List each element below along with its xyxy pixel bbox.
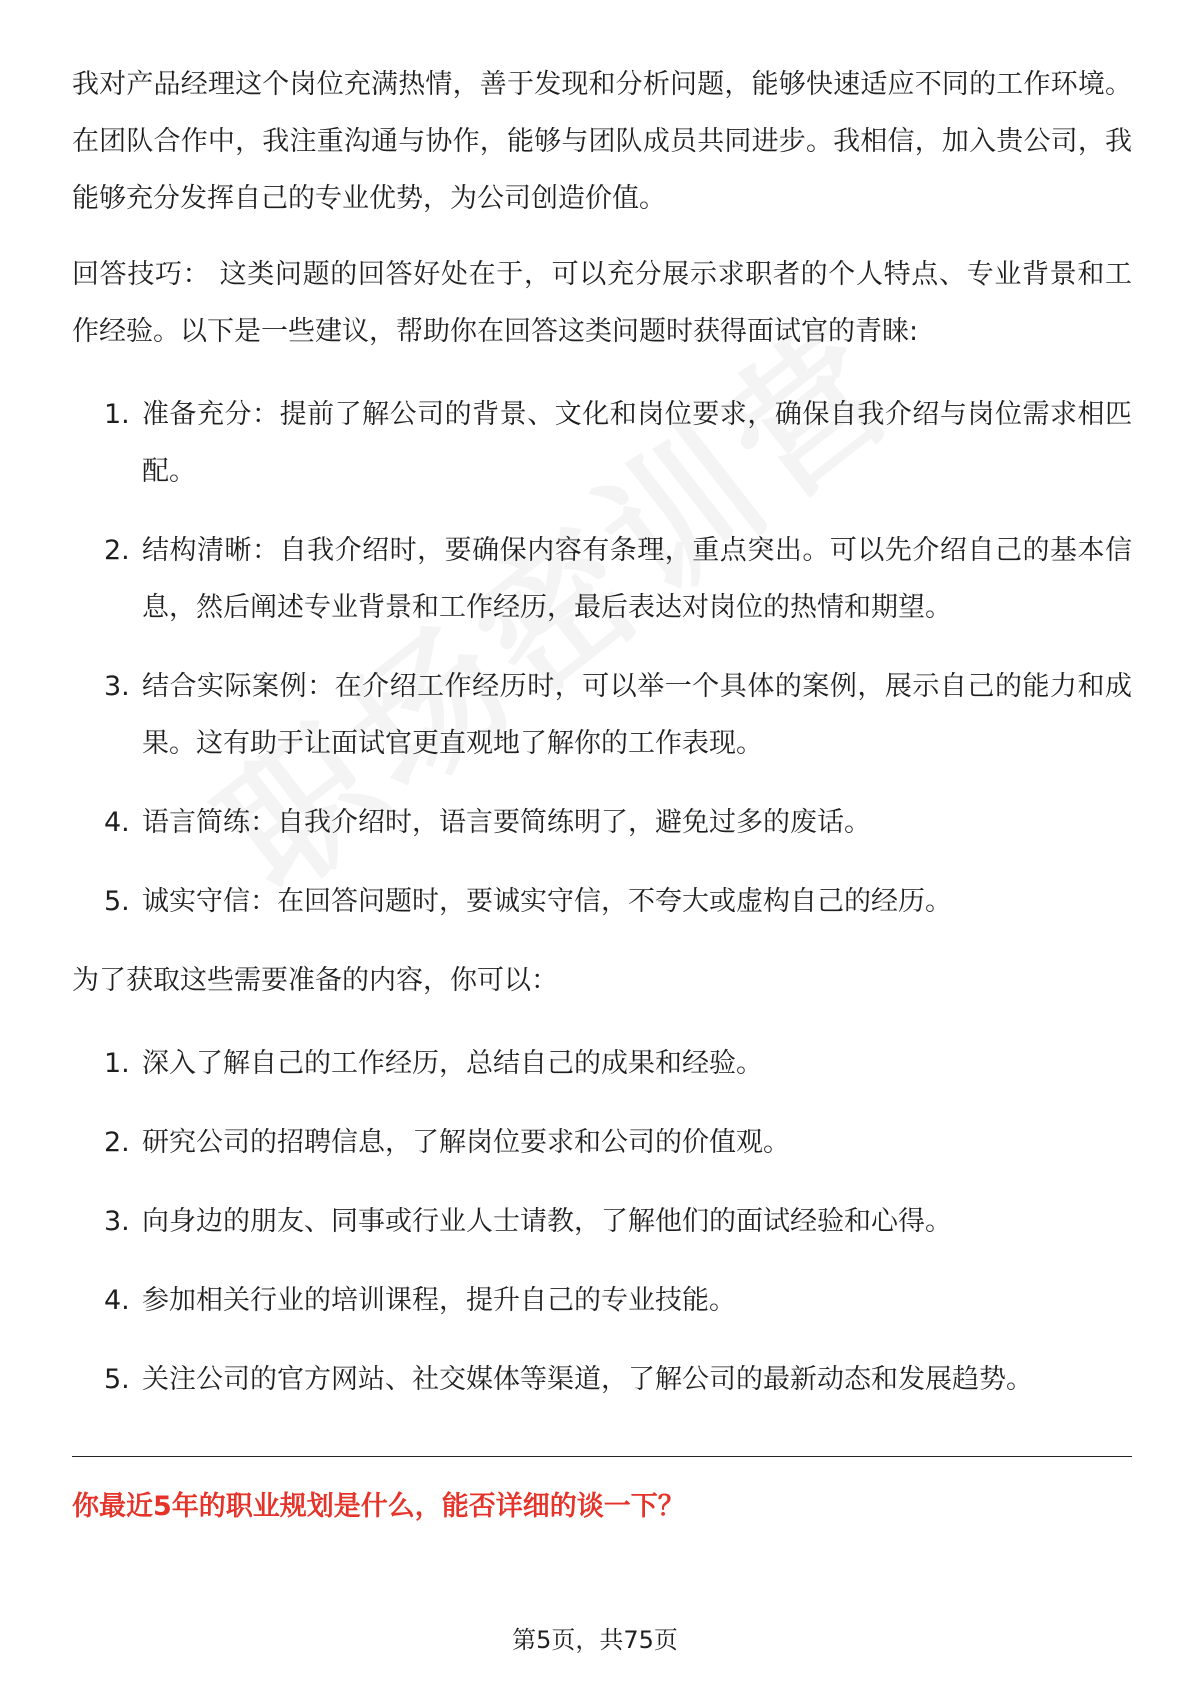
list-item [72,1035,1132,1092]
section-divider [72,1456,1132,1457]
list-item-text: 结构清晰：自我介绍时，要确保内容有条理，重点突出。可以先介绍自己的基本信息，然后阐述专业背景和工作经历，最后表达对岗位的热情和期望。 [142,535,1132,623]
list-item-text: 结合实际案例：在介绍工作经历时，可以举一个具体的案例，展示自己的能力和成果。这有助于让面试官更直观地了解你的工作表现。 [142,671,1132,759]
answer-tip-paragraph: 回答技巧： 这类问题的回答好处在于，可以充分展示求职者的个人特点、专业背景和工作经验。以下是一些建议，帮助你在回答这类问题时获得面试官的青睐: [72,259,1132,347]
list-item-text: 研究公司的招聘信息，了解岗位要求和公司的价值观。 [142,1127,790,1158]
list-item-text: 参加相关行业的培训课程，提升自己的专业技能。 [142,1285,736,1316]
preparation-lead: 为了获取这些需要准备的内容，你可以： [72,965,558,996]
page-content [72,56,1132,1430]
list-item-number: 5. [104,886,130,917]
list-item [72,522,1132,636]
list-item [72,1351,1132,1408]
tips-list [72,386,1132,930]
list-item-text: 关注公司的官方网站、社交媒体等渠道，了解公司的最新动态和发展趋势。 [142,1364,1033,1395]
page-number-footer: 第5页，共75页 [512,1626,678,1654]
list-item [72,658,1132,772]
next-question-heading: 你最近5年的职业规划是什么，能否详细的谈一下？ [72,1491,685,1522]
list-item-number: 2. [104,1127,130,1158]
list-item [72,1193,1132,1250]
list-item-number: 4. [104,807,130,838]
list-item-number: 1. [104,399,130,430]
list-item-number: 1. [104,1048,130,1079]
list-item-text: 语言简练：自我介绍时，语言要简练明了，避免过多的废话。 [142,807,871,838]
list-item-number: 4. [104,1285,130,1316]
list-item-number: 3. [104,1206,130,1237]
list-item-number: 5. [104,1364,130,1395]
list-item [72,1114,1132,1171]
list-item-number: 2. [104,535,130,566]
list-item-number: 3. [104,671,130,702]
list-item [72,386,1132,500]
list-item-text: 深入了解自己的工作经历，总结自己的成果和经验。 [142,1048,763,1079]
list-item [72,1272,1132,1329]
list-item-text: 诚实守信：在回答问题时，要诚实守信，不夸大或虚构自己的经历。 [142,886,952,917]
list-item-text: 准备充分：提前了解公司的背景、文化和岗位要求，确保自我介绍与岗位需求相匹配。 [142,399,1132,487]
list-item [72,794,1132,851]
preparation-list [72,1035,1132,1408]
intro-paragraph: 我对产品经理这个岗位充满热情，善于发现和分析问题，能够快速适应不同的工作环境。在团队合作中，我注重沟通与协作，能够与团队成员共同进步。我相信，加入贵公司，我能够充分发挥自己的专业优势，为公司创造价值。 [72,69,1132,214]
list-item-text: 向身边的朋友、同事或行业人士请教，了解他们的面试经验和心得。 [142,1206,952,1237]
list-item [72,873,1132,930]
